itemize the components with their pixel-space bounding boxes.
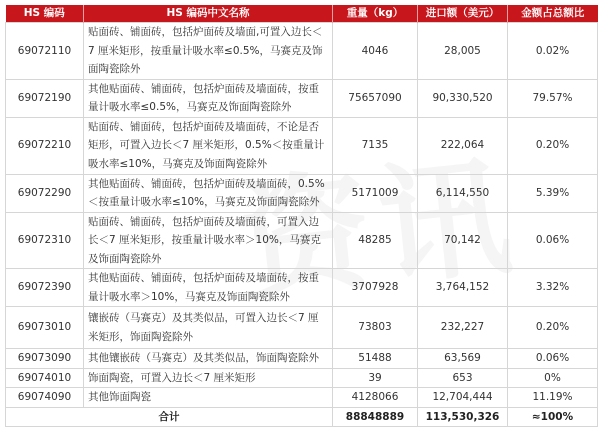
- table-row: [6, 269, 598, 307]
- table-row: [6, 307, 598, 349]
- share-cell: 3.32%: [508, 269, 598, 307]
- import-value-cell: 70,142: [418, 212, 508, 269]
- hs-code-cell: 69073090: [6, 349, 84, 369]
- import-value-cell: 3,764,152: [418, 269, 508, 307]
- hs-code-cell: 69074090: [6, 388, 84, 408]
- table-body: [6, 23, 598, 427]
- hs-name-cell: 贴面砖、铺面砖，包括炉面砖及墙面,可置入边长＜7 厘米矩形，按重量计吸水率≤0.5%，马赛克及饰面陶瓷除外: [84, 23, 333, 80]
- header-hs-name: HS 编码中文名称: [84, 5, 333, 23]
- weight-cell: 51488: [333, 349, 418, 369]
- header-weight: 重量（kg）: [333, 5, 418, 23]
- share-cell: 0.06%: [508, 349, 598, 369]
- share-cell: 0.20%: [508, 117, 598, 174]
- total-import-value-cell: 113,530,326: [418, 407, 508, 427]
- hs-code-cell: 69072210: [6, 117, 84, 174]
- hs-code-cell: 69072190: [6, 79, 84, 117]
- hs-code-cell: 69072110: [6, 23, 84, 80]
- share-cell: 0.20%: [508, 307, 598, 349]
- hs-code-cell: 69072290: [6, 174, 84, 212]
- table-row: [6, 388, 598, 408]
- weight-cell: 7135: [333, 117, 418, 174]
- share-cell: 0.06%: [508, 212, 598, 269]
- header-share: 金额占总额比: [508, 5, 598, 23]
- table-row: [6, 23, 598, 80]
- table-row: [6, 117, 598, 174]
- import-value-cell: 90,330,520: [418, 79, 508, 117]
- table-row: [6, 368, 598, 388]
- hs-name-cell: 其他镶嵌砖（马赛克）及其类似品，饰面陶瓷除外: [84, 349, 333, 369]
- hs-name-cell: 饰面陶瓷，可置入边长＜7 厘米矩形: [84, 368, 333, 388]
- table-row: [6, 349, 598, 369]
- weight-cell: 5171009: [333, 174, 418, 212]
- total-label-cell: 合计: [6, 407, 333, 427]
- total-row: [6, 407, 598, 427]
- hs-code-cell: 69074010: [6, 368, 84, 388]
- share-cell: 79.57%: [508, 79, 598, 117]
- hs-code-cell: 69073010: [6, 307, 84, 349]
- total-share-cell: ≈100%: [508, 407, 598, 427]
- import-value-cell: 12,704,444: [418, 388, 508, 408]
- header-hs-code: HS 编码: [6, 5, 84, 23]
- hs-name-cell: 其他饰面陶瓷: [84, 388, 333, 408]
- share-cell: 11.19%: [508, 388, 598, 408]
- weight-cell: 4046: [333, 23, 418, 80]
- import-value-cell: 28,005: [418, 23, 508, 80]
- import-value-cell: 232,227: [418, 307, 508, 349]
- hs-import-table: [5, 5, 598, 427]
- weight-cell: 3707928: [333, 269, 418, 307]
- hs-name-cell: 其他贴面砖、铺面砖，包括炉面砖及墙面砖，按重量计吸水率≤0.5%，马赛克及饰面陶瓷除外: [84, 79, 333, 117]
- hs-name-cell: 镶嵌砖（马赛克）及其类似品，可置入边长＜7 厘米矩形，饰面陶瓷除外: [84, 307, 333, 349]
- weight-cell: 73803: [333, 307, 418, 349]
- table-row: [6, 79, 598, 117]
- hs-name-cell: 贴面砖、铺面砖，包括炉面砖及墙面砖，不论是否矩形，可置入边长＜7 厘米矩形，0.5%＜按重量计吸水率≤10%，马赛克及饰面陶瓷除外: [84, 117, 333, 174]
- weight-cell: 48285: [333, 212, 418, 269]
- import-value-cell: 6,114,550: [418, 174, 508, 212]
- weight-cell: 39: [333, 368, 418, 388]
- share-cell: 0%: [508, 368, 598, 388]
- import-value-cell: 63,569: [418, 349, 508, 369]
- share-cell: 0.02%: [508, 23, 598, 80]
- hs-name-cell: 其他贴面砖、铺面砖，包括炉面砖及墙面砖，0.5%＜按重量计吸水率≤10%，马赛克及饰面陶瓷除外: [84, 174, 333, 212]
- import-value-cell: 222,064: [418, 117, 508, 174]
- hs-code-cell: 69072390: [6, 269, 84, 307]
- total-weight-cell: 88848889: [333, 407, 418, 427]
- table-row: [6, 174, 598, 212]
- table-header-row: [6, 5, 598, 23]
- table-row: [6, 212, 598, 269]
- hs-name-cell: 贴面砖、铺面砖，包括炉面砖及墙面砖，可置入边长＜7 厘米矩形，按重量计吸水率＞10%，马赛克及饰面陶瓷除外: [84, 212, 333, 269]
- import-value-cell: 653: [418, 368, 508, 388]
- weight-cell: 4128066: [333, 388, 418, 408]
- share-cell: 5.39%: [508, 174, 598, 212]
- hs-code-cell: 69072310: [6, 212, 84, 269]
- hs-name-cell: 其他贴面砖、铺面砖，包括炉面砖及墙面砖，按重量计吸水率＞10%，马赛克及饰面陶瓷除外: [84, 269, 333, 307]
- weight-cell: 75657090: [333, 79, 418, 117]
- header-import-value: 进口额（美元）: [418, 5, 508, 23]
